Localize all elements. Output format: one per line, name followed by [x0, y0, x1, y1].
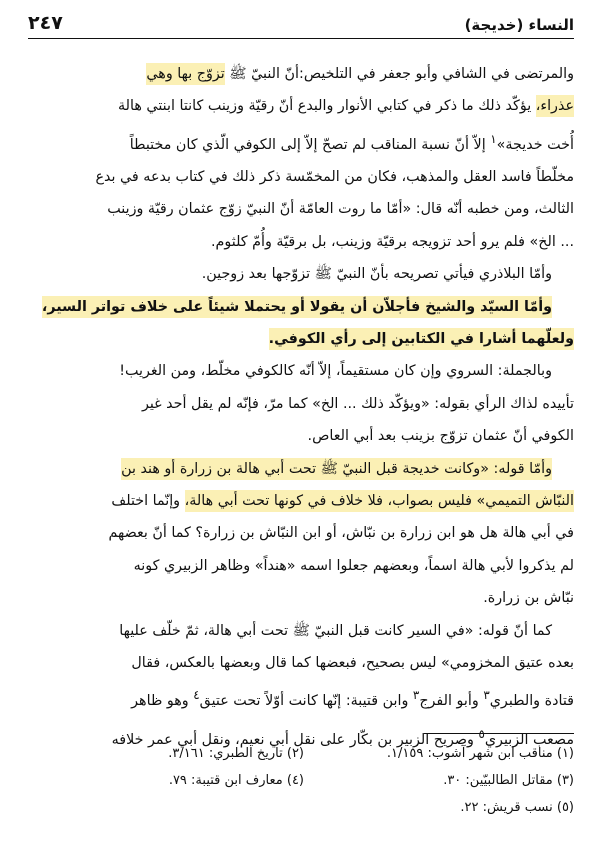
footnote-ref: ١ — [490, 131, 497, 146]
text-line — [28, 388, 574, 420]
text-line — [28, 226, 574, 258]
footnote-rule — [424, 733, 574, 734]
text-line — [28, 453, 574, 485]
text-span: مخلّطاً فاسد العقل والمذهب، فكان من المخمّسة ذكر ذلك في كتاب بدعه في بدع — [95, 168, 574, 185]
text-span: الكوفي أنّ عثمان تزوّج بزينب بعد أبي العاص. — [307, 428, 574, 445]
text-span: الثالث، ومن خطبه أنّه قال: «أمّا ما روت العامّة أنّ النبيّ زوّج عثمان رقيّة وزينب — [107, 201, 574, 218]
text-span: وأمّا البلاذري فيأتي تصريحه بأنّ النبيّ ﷺ تزوّجها بعد زوجين. — [201, 266, 552, 283]
text-line — [28, 485, 574, 517]
text-span: يؤكّد ذلك ما ذكر في كتابي الأنوار والبدع أنّ رقيّة وزينب كانتا ابنتي هالة — [117, 98, 536, 115]
footnote — [34, 794, 304, 821]
text-line — [28, 123, 574, 161]
footnote: (٢) تاريخ الطبري: ٣/١٦١. — [168, 746, 304, 761]
text-span: وهو ظاهر — [131, 693, 194, 710]
text-span: أُخت خديجة» — [496, 136, 574, 153]
highlighted-text: وأمّا قوله: «وكانت خديجة قبل النبيّ ﷺ تحت أبي هالة بن زرارة أو هند بن — [121, 460, 552, 477]
text-line — [28, 58, 574, 90]
text-span: كما أنّ قوله: «في السير كانت قبل النبيّ ﷺ تحت أبي هالة، ثمّ خلّف عليها — [119, 622, 552, 639]
text-span: وأبو الفرج — [419, 693, 484, 710]
text-span: قتادة والطبري — [489, 693, 574, 710]
running-title: النساء (خديجة) — [464, 16, 574, 34]
text-line — [28, 291, 574, 323]
text-line — [28, 517, 574, 549]
text-line — [28, 420, 574, 452]
header-rule — [28, 38, 574, 39]
text-line — [28, 323, 574, 355]
text-line — [28, 615, 574, 647]
text-line — [28, 582, 574, 614]
text-span: في أبي هالة هل هو ابن زرارة بن نبّاش، أو ابن النبّاش بن زرارة؟ كما أنّ بعضهم — [108, 525, 574, 542]
text-span: ... الخ» فلم يرو أحد تزويجه برقيّة وزينب، بل برقيّة وأُمّ كلثوم. — [210, 233, 574, 250]
footnote: (١) مناقب ابن شهر آشوب: ١/١٥٩. — [386, 746, 574, 761]
text-line — [28, 679, 574, 717]
footnotes — [28, 740, 574, 821]
text-line — [28, 647, 574, 679]
text-line — [28, 193, 574, 225]
text-span: والمرتضى في الشافي وأبو جعفر في التلخيص:أنّ النبيّ ﷺ — [224, 66, 574, 82]
text-line — [28, 355, 574, 387]
text-span: لم يذكروا لأبي هالة اسماً، وبعضهم جعلوا اسمه «هنداً» وظاهر الزبيري كونه — [133, 557, 574, 574]
text-span: بعده عتيق المخزومي» ليس بصحيح، فبعضها كما قال وبعضها بالعكس، فقال — [131, 655, 574, 672]
highlighted-text: ولعلّهما أشارا في الكتابين إلى رأي الكوفي. — [268, 331, 574, 348]
text-span: وابن قتيبة: إنّها كانت أوّلاً تحت عتيق — [199, 693, 413, 710]
text-line — [28, 550, 574, 582]
footnote: (٥) نسب قريش: ٢٢. — [460, 800, 574, 815]
text-span: وبالجملة: السروي وإن كان مستقيماً، إلاّ أنّه كالكوفي مخلّط، ومن الغريب! — [119, 363, 552, 380]
text-span: تأييده لذاك الرأي بقوله: «ويؤكّد ذلك ... الخ» كما مرّ، فإنّه لم يقل أحد غير — [141, 395, 574, 412]
footnote-ref: ٥ — [478, 726, 485, 741]
footnote-ref: ٤ — [193, 688, 200, 703]
footnote-row — [28, 740, 574, 767]
text-line — [28, 161, 574, 193]
text-span: مصعب الزبيري — [484, 731, 574, 748]
text-span: إلاّ أنّ نسبة المناقب لم تصحّ إلاّ إلى الكوفي الّذي كان مختبطاً — [129, 136, 491, 153]
text-line — [28, 258, 574, 290]
highlighted-text: وأمّا السيّد والشيخ فأجلاّن أن يقولا أو يحتملا شيئاً على خلاف تواتر السير، — [41, 298, 552, 315]
highlighted-text: تزوّج بها وهي — [146, 66, 225, 82]
page-number: ٢٤٧ — [28, 12, 63, 34]
page-header — [28, 10, 574, 34]
highlighted-text: النبّاش التميمي» فليس بصواب، فلا خلاف في كونها تحت أبي هالة، — [184, 493, 574, 510]
text-span: نبّاش بن زرارة. — [483, 590, 574, 607]
body-text — [28, 58, 574, 756]
text-span: وإنّما اختلف — [111, 493, 185, 510]
footnote-ref: ٣ — [412, 688, 420, 703]
footnote: (٤) معارف ابن قتيبة: ٧٩. — [168, 773, 304, 788]
footnote-ref: ٣ — [483, 688, 490, 703]
footnote-row — [28, 794, 574, 821]
highlighted-text: عذراء، — [535, 98, 574, 115]
text-line — [28, 90, 574, 122]
footnote: (٣) مقاتل الطالبيّين: ٣٠. — [443, 773, 574, 788]
footnote-row — [28, 767, 574, 794]
text-span: وصريح الزبير بن بكّار على نقل أبي نعيم، ونقل أبي عمر خلافه — [111, 731, 479, 748]
